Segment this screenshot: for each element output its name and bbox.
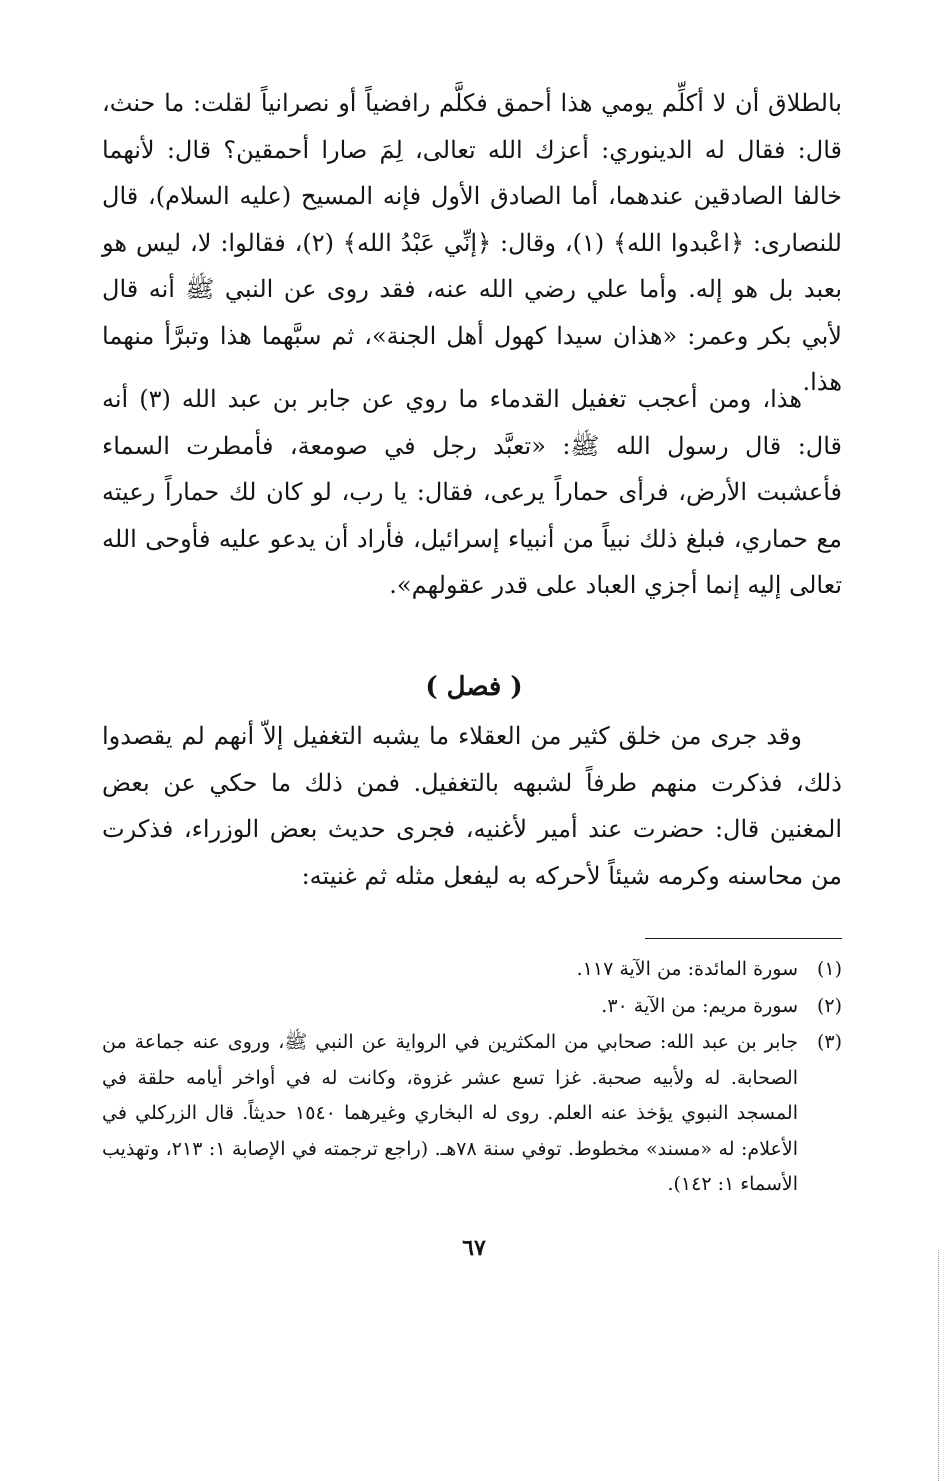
paragraph-2	[102, 376, 842, 609]
paragraph-3-text: وقد جرى من خلق كثير من العقلاء ما يشبه التغفيل إلاّ أنهم لم يقصدوا ذلك، فذكرت منهم طرفاً لشبهه بالتغفيل. فمن ذلك ما حكي عن بعض المغنين قال: حضرت عند أمير لأغنيه، فجرى حديث بعض الوزراء، فذكرت من محاسنه وكرمه شيئاً لأحركه به ليفعل مثله ثم غنيته:	[102, 722, 842, 890]
footnote-3-number: (٣)	[816, 1031, 842, 1053]
footnote-separator	[645, 938, 842, 939]
paragraph-2-text: هذا، ومن أعجب تغفيل القدماء ما روي عن جابر بن عبد الله (٣) أنه قال: قال رسول الله ﷺ: «تعبَّد رجل في صومعة، فأمطرت السماء فأعشبت الأرض، فرأى حماراً يرعى، فقال: يا رب، لو كان لك حماراً رعيته مع حماري، فبلغ ذلك نبياً من أنبياء إسرائيل، فأراد أن يدعو عليه فأوحى الله تعالى إليه إنما أجزي العباد على قدر عقولهم».	[102, 385, 842, 599]
scan-edge-line	[938, 1250, 939, 1481]
paragraph-1-text: بالطلاق أن لا أكلِّم يومي هذا أحمق فكلَّم رافضياً أو نصرانياً لقلت: ما حنث، قال: فقال له الدينوري: أعزك الله تعالى، لِمَ صارا أحمقين؟ قال: لأنهما خالفا الصادقين عندهما، أما الصادق الأول فإنه المسيح (عليه السلام)، قال للنصارى: ﴿اعْبدوا الله﴾ (١)، وقال: ﴿إنِّي عَبْدُ الله﴾ (٢)، فقالوا: لا، ليس هو بعبد بل هو إله. وأما علي رضي الله عنه، فقد روى عن النبي ﷺ أنه قال لأبي بكر وعمر: «هذان سيدا كهول أهل الجنة»، ثم سبَّهما هذا وتبرَّأ منهما هذا.	[102, 89, 842, 396]
footnote-1-number: (١)	[816, 958, 842, 980]
footnote-1	[102, 952, 842, 988]
footnotes-list	[102, 952, 842, 1204]
paragraph-1	[102, 80, 842, 406]
footnote-2-number: (٢)	[816, 994, 842, 1017]
footnote-1-text: سورة المائدة: من الآية ١١٧.	[576, 958, 798, 980]
footnote-3-text: جابر بن عبد الله: صحابي من المكثرين في الرواية عن النبي ﷺ، وروى عنه جماعة من الصحابة. له ولأبيه صحبة. غزا تسع عشر غزوة، وكانت له في أواخر أيامه حلقة في المسجد النبوي يؤخذ عنه العلم. روى له البخاري وغيرهما ١٥٤٠ حديثاً. قال الزركلي في الأعلام: له «مسند» مخطوط. توفي سنة ٧٨هـ. (راجع ترجمته في الإصابة ١: ٢١٣، وتهذيب الأسماء ١: ١٤٢).	[102, 1031, 798, 1195]
paragraph-3	[102, 713, 842, 899]
page-number: ٦٧	[462, 1235, 486, 1261]
footnote-2	[102, 989, 842, 1025]
section-heading: ( فصل )	[425, 672, 523, 702]
footnote-2-text: سورة مريم: من الآية ٣٠.	[601, 994, 798, 1017]
footnote-3	[102, 1025, 842, 1203]
